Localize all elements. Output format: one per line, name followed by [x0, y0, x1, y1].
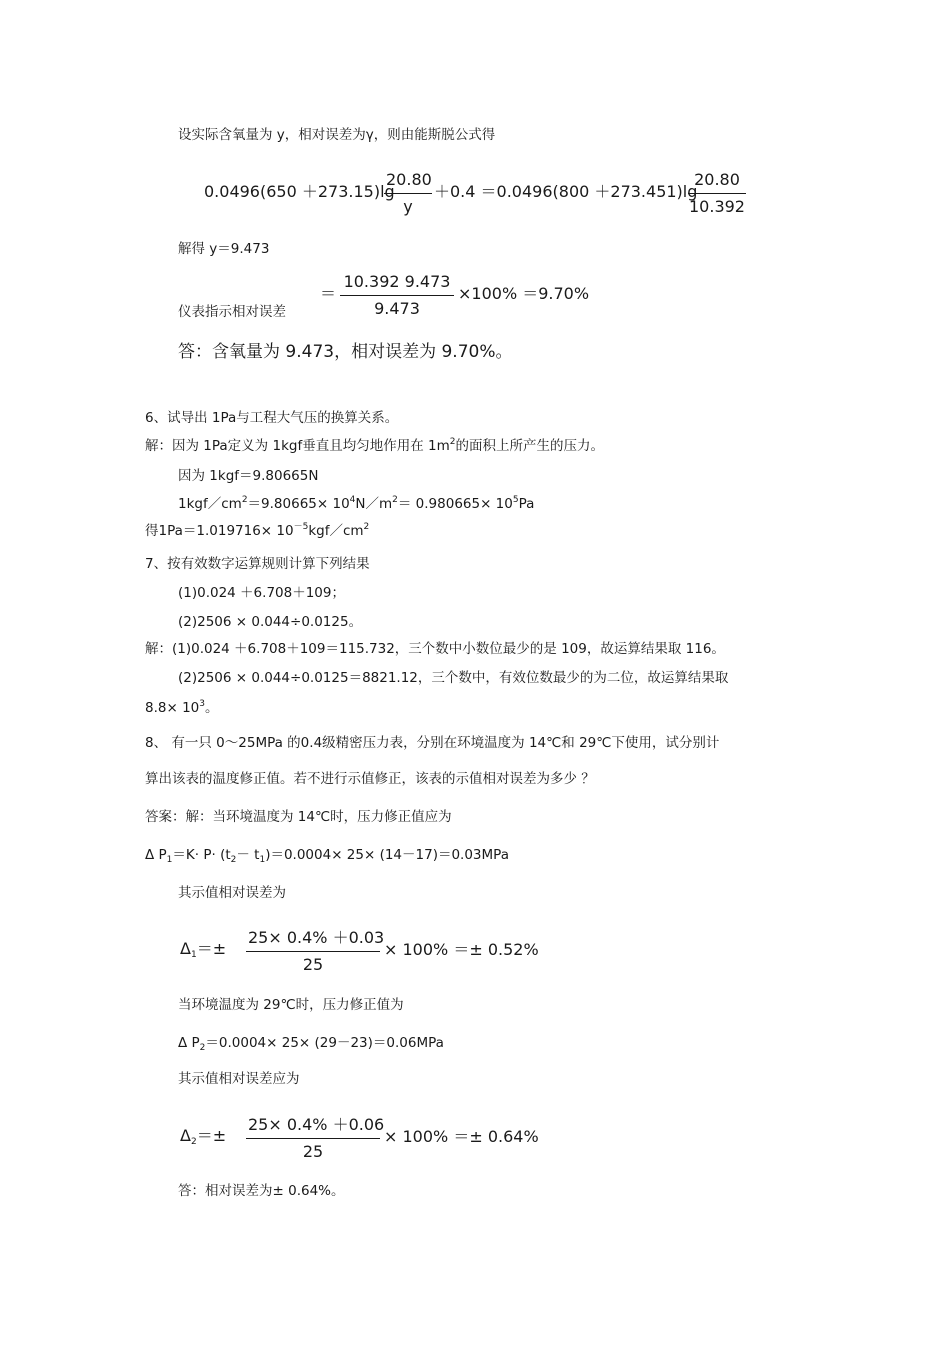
p6-solution-line-3: $1kgf/cm^2=9.80665\times$ $10^4N/m^2= 0.980665\times 10^5Pa$ — [178, 495, 535, 512]
p6-solution-line-1: 解：因为 1Pa定义为 1kgf垂直且均匀地作用在 $1m^2$的面积上所产生的压力。 — [145, 437, 604, 454]
p8-delta1-label: $\Delta_1=\pm$ — [180, 939, 227, 960]
p7-q2: (2)2506 × 0.044÷0.0125。 — [178, 614, 363, 630]
p5-rel-result: ×100% ＝9.70% — [458, 284, 590, 303]
p8-question-line-2: 算出该表的温度修正值。若不进行示值修正，该表的示值相对误差为多少 ？ — [145, 771, 595, 787]
p7-solution-1: 解：(1)0.024 ＋6.708＋109＝115.732，三个数中小数位最少的是 109，故运算结果取 116。 — [145, 641, 725, 657]
p5-rel-fraction — [340, 272, 454, 319]
p7-question: 7、按有效数字运算规则计算下列结果 — [145, 556, 370, 572]
p6-solution-line-4: 得$1Pa=1.019716\times 10^{-5}kgf/cm^2$ — [145, 522, 370, 539]
fraction-bar — [246, 1138, 380, 1139]
p8-delta2-fraction — [246, 1115, 385, 1162]
p8-dp1-equation: Δ $P_1=K\cdot P\cdot (t_2- t_1)=0.0004\times 25\times (14-17)=0.03MPa$ — [145, 847, 509, 865]
p7-solution-2: (2)2506 × 0.044÷0.0125＝8821.12，三个数中，有效位数最少的为二位，故运算结果取 — [178, 670, 729, 686]
p8-delta1-fraction — [246, 928, 385, 975]
p5-solve: 解得 y＝9.473 — [178, 241, 270, 257]
p8-final-answer: 答：相对误差为± 0.64%。 — [178, 1183, 345, 1199]
p5-rel-eq-sign: ＝ — [320, 284, 337, 303]
p8-delta2-result: × 100% ＝± 0.64% — [384, 1127, 539, 1146]
fraction-bar — [384, 193, 432, 194]
nernst-frac2-denominator: 10.392 — [689, 197, 745, 216]
p6-question: 6、试导出 1Pa与工程大气压的换算关系。 — [145, 410, 399, 426]
nernst-fraction-1 — [384, 170, 432, 217]
p7-q1: (1)0.024 ＋6.708＋109； — [178, 585, 345, 601]
p8-delta2-label: $\Delta_2=\pm$ — [180, 1126, 227, 1147]
p8-delta1-numerator: 25× 0.4% ＋0.03 — [248, 928, 385, 947]
nernst-fraction-2 — [688, 170, 746, 217]
p8-rel2-label: 其示值相对误差应为 — [178, 1071, 300, 1087]
nernst-frac1-denominator: y — [403, 197, 413, 216]
p8-delta2-numerator: 25× 0.4% ＋0.06 — [248, 1115, 385, 1134]
p5-relative-error-label: 仪表指示相对误差 — [178, 304, 286, 320]
fraction-bar — [246, 951, 380, 952]
nernst-middle: ＋0.4 ＝0.0496(800 ＋273.451)lg — [434, 182, 698, 201]
p8-answer-intro: 答案：解：当环境温度为 14℃时，压力修正值应为 — [145, 809, 452, 825]
p8-delta1-denominator: 25 — [302, 955, 324, 974]
p5-intro: 设实际含氧量为 y，相对误差为γ，则由能斯脱公式得 — [178, 127, 496, 143]
p8-question-line-1: 8、 有一只 0～25MPa 的0.4级精密压力表，分别在环境温度为 14℃和 29℃下使用，试分别计 — [145, 735, 720, 751]
fraction-bar — [340, 295, 454, 296]
fraction-bar — [688, 193, 746, 194]
nernst-frac2-numerator: 20.80 — [694, 170, 740, 189]
nernst-frac1-numerator: 20.80 — [386, 170, 432, 189]
p8-delta1-result: × 100% ＝± 0.52% — [384, 940, 539, 959]
p8-rel1-label: 其示值相对误差为 — [178, 885, 286, 901]
p8-temp2-line: 当环境温度为 29℃时，压力修正值为 — [178, 997, 404, 1013]
p6-solution-line-2: 因为 1kgf＝9.80665N — [178, 468, 319, 484]
p5-answer: 答：含氧量为 9.473，相对误差为 9.70%。 — [178, 342, 513, 362]
p5-rel-numerator: 10.392 9.473 — [343, 272, 451, 291]
p8-dp2-equation: Δ $P_2=0.0004\times 25\times (29-23)=0.06MPa$ — [178, 1035, 444, 1053]
nernst-left: 0.0496(650 ＋273.15)lg — [204, 182, 395, 201]
p7-solution-3: $8.8\times 10^3$。 — [145, 699, 219, 716]
p8-delta2-denominator: 25 — [302, 1142, 324, 1161]
p5-rel-denominator: 9.473 — [374, 299, 420, 318]
